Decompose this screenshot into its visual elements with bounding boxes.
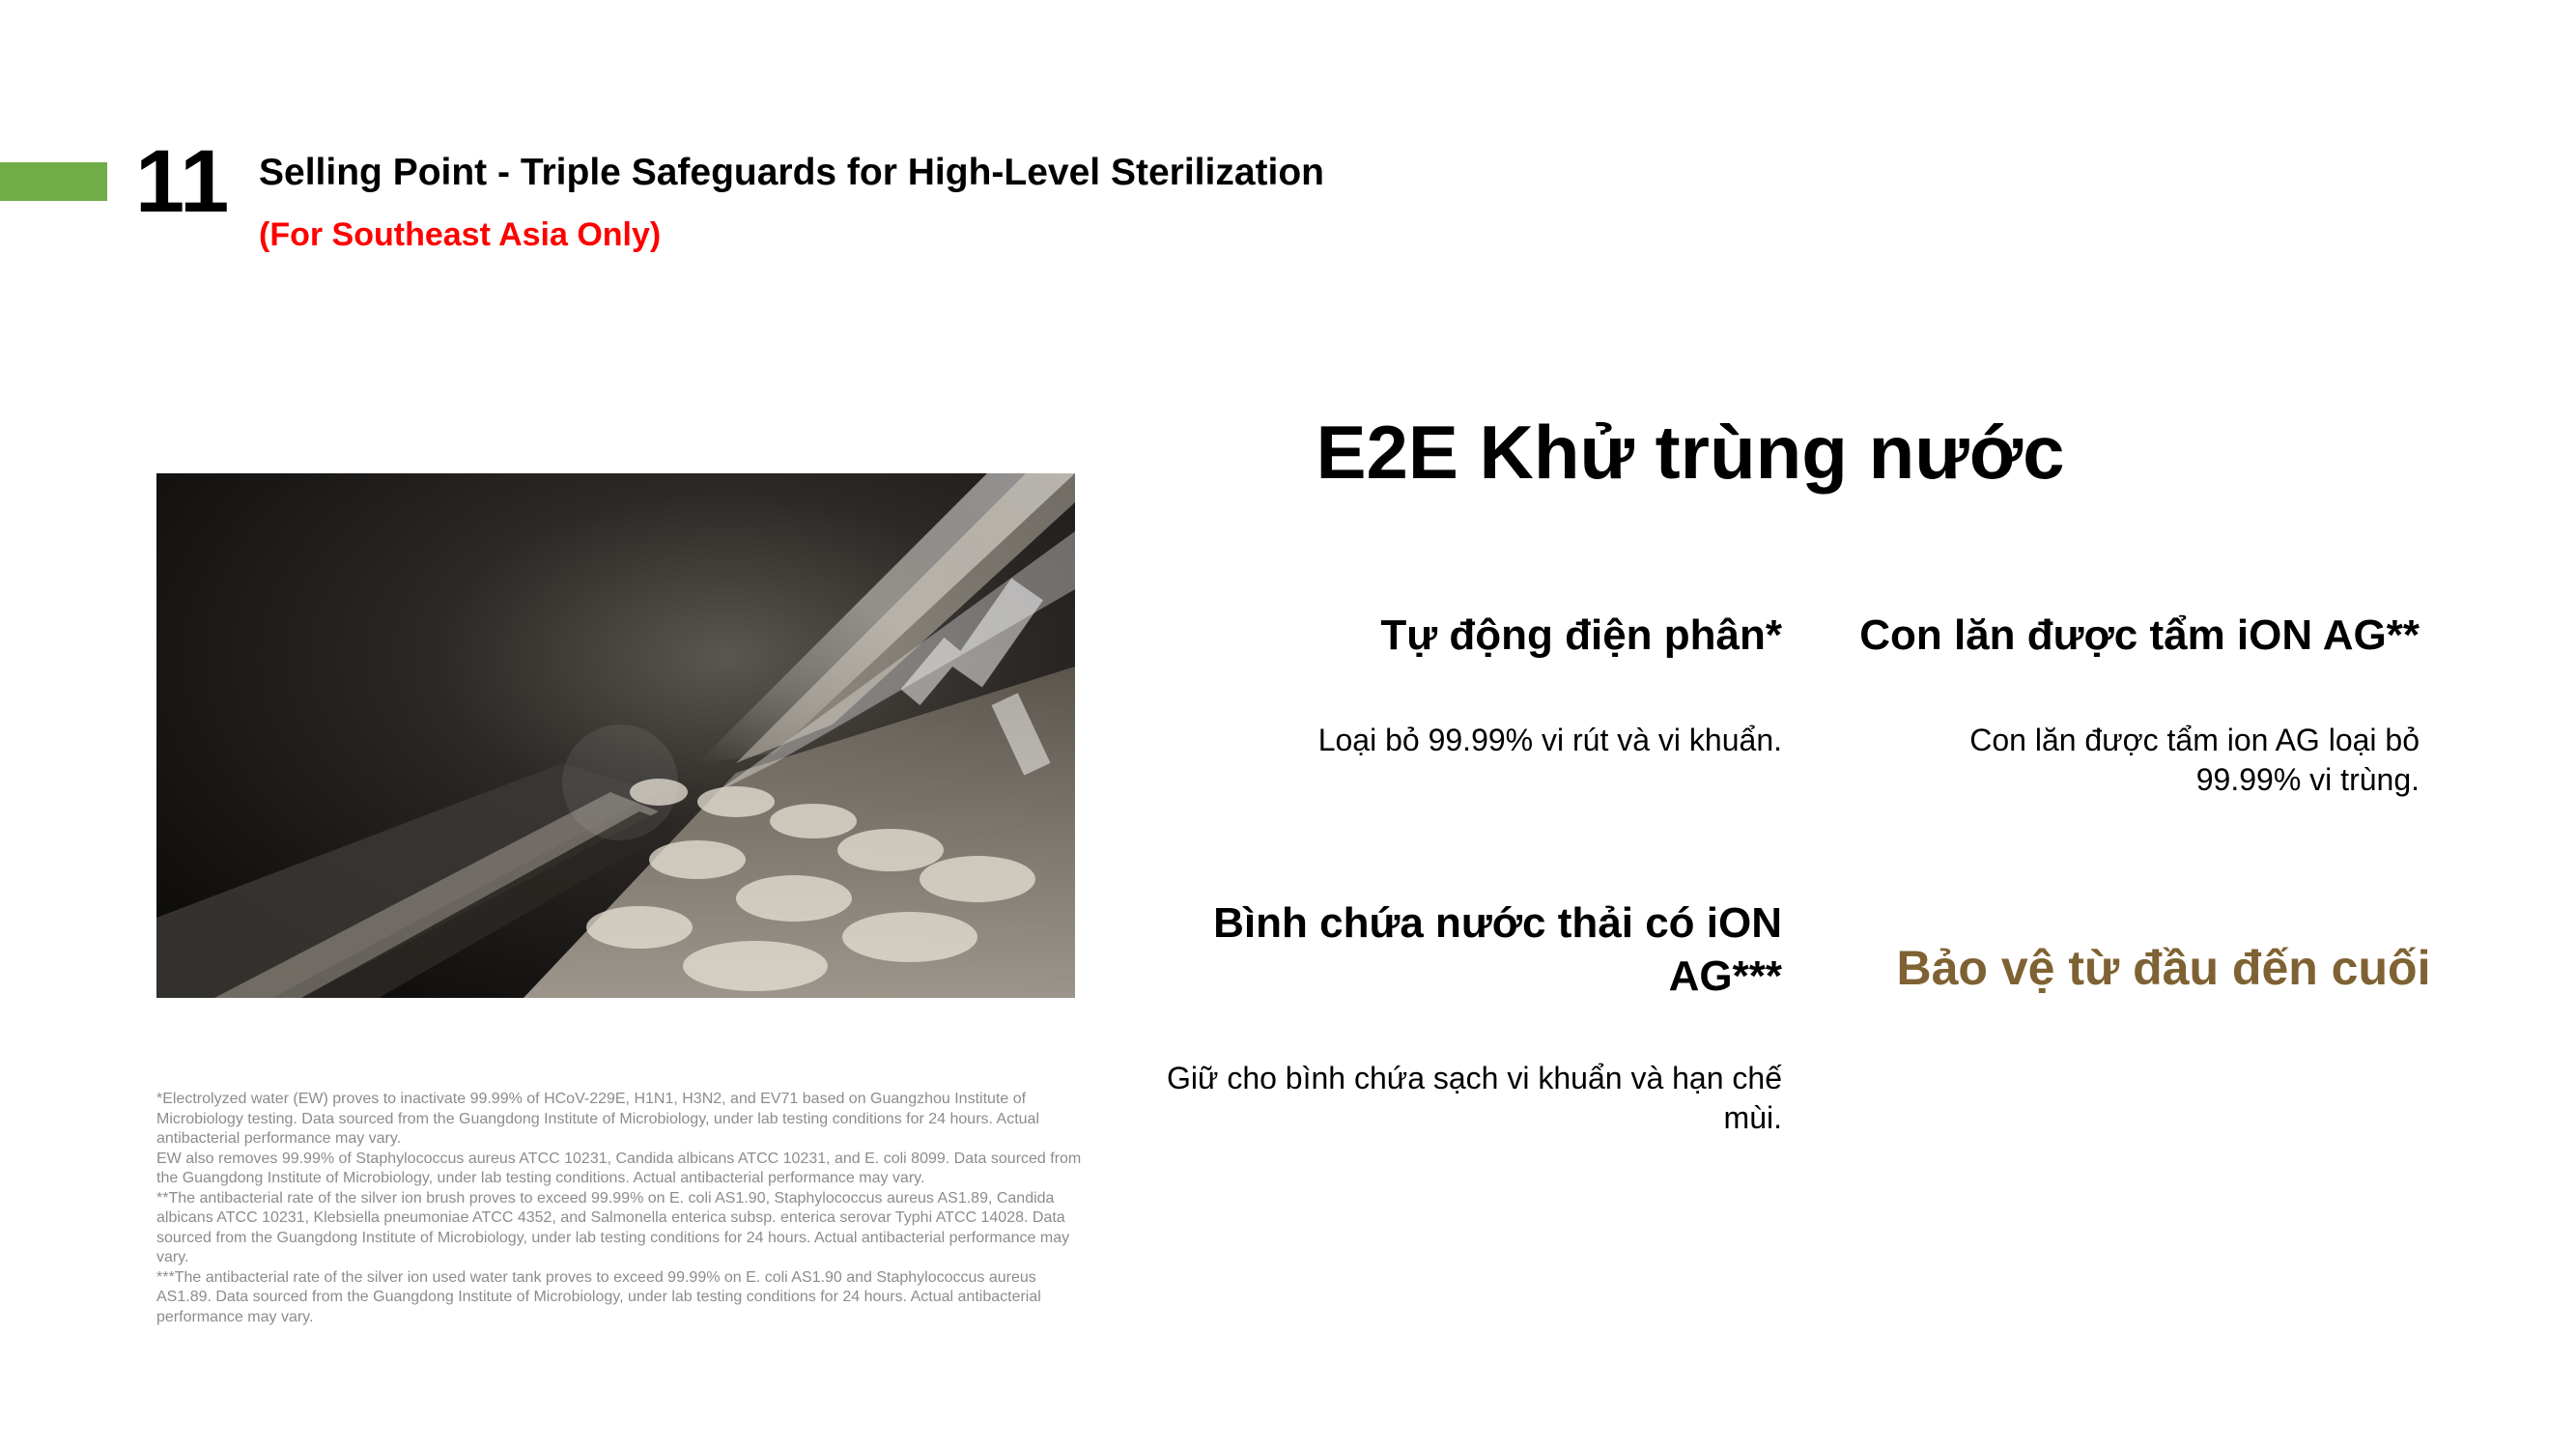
- footnotes: [156, 1090, 1093, 1327]
- slide-title: Selling Point - Triple Safeguards for High-Level Sterilization: [259, 152, 1324, 193]
- footnote-ew-removal: EW also removes 99.99% of Staphylococcus aureus ATCC 10231, Candida albicans ATCC 10231, and E. coli 8099. Data sourced from the Guangdong Institute of Microbiology, under lab testing conditions. Actual antibacterial performance may vary.: [156, 1150, 1082, 1186]
- footnote-silver-ion-brush: **The antibacterial rate of the silver ion brush proves to exceed 99.99% on E. coli AS1.90, Staphylococcus aureus AS1.89, Candida albicans ATCC 10231, Klebsiella pneumoniae ATCC 4352, and Salmonella enterica subsp. enterica serovar Typhi ATCC 14028. Data sourced from the Guangdong Institute of Microbiology, under lab testing conditions for 24 hours. Actual antibacterial performance may vary.: [156, 1189, 1070, 1265]
- slide-number: 11: [135, 132, 230, 231]
- feature-title-waste-tank: Bình chứa nước thải có iON AG***: [1213, 899, 1782, 1000]
- sterilization-roller-image: [156, 473, 1075, 998]
- accent-bar: [0, 162, 107, 201]
- main-heading: E2E Khử trùng nước: [1316, 410, 2065, 495]
- feature-title-silver-roller: Con lăn được tẩm iON AG**: [1859, 611, 2420, 659]
- feature-description-electrolysis: Loại bỏ 99.99% vi rút và vi khuẩn.: [1317, 723, 1782, 757]
- roller-photo-illustration: [156, 473, 1075, 998]
- feature-title-electrolysis: Tự động điện phân*: [1380, 611, 1782, 659]
- feature-description-silver-roller: Con lăn được tẩm ion AG loại bỏ 99.99% vi trùng.: [1969, 723, 2420, 797]
- tagline: Bảo vệ từ đầu đến cuối: [1896, 941, 2431, 995]
- feature-description-waste-tank: Giữ cho bình chứa sạch vi khuẩn và hạn chế mùi.: [1167, 1061, 1782, 1135]
- footnote-silver-ion-tank: ***The antibacterial rate of the silver ion used water tank proves to exceed 99.99% on E. coli AS1.90 and Staphylococcus aureus AS1.89. Data sourced from the Guangdong Institute of Microbiology, under lab testing conditions for 24 hours. Actual antibacterial performance may vary.: [156, 1268, 1041, 1325]
- slide-subtitle: (For Southeast Asia Only): [259, 216, 662, 253]
- footnote-electrolyzed-water: *Electrolyzed water (EW) proves to inactivate 99.99% of HCoV-229E, H1N1, H3N2, and EV71 based on Guangzhou Institute of Microbiology testing. Data sourced from the Guangdong Institute of Microbiology, under lab testing conditions for 24 hours. Actual antibacterial performance may vary.: [156, 1091, 1039, 1147]
